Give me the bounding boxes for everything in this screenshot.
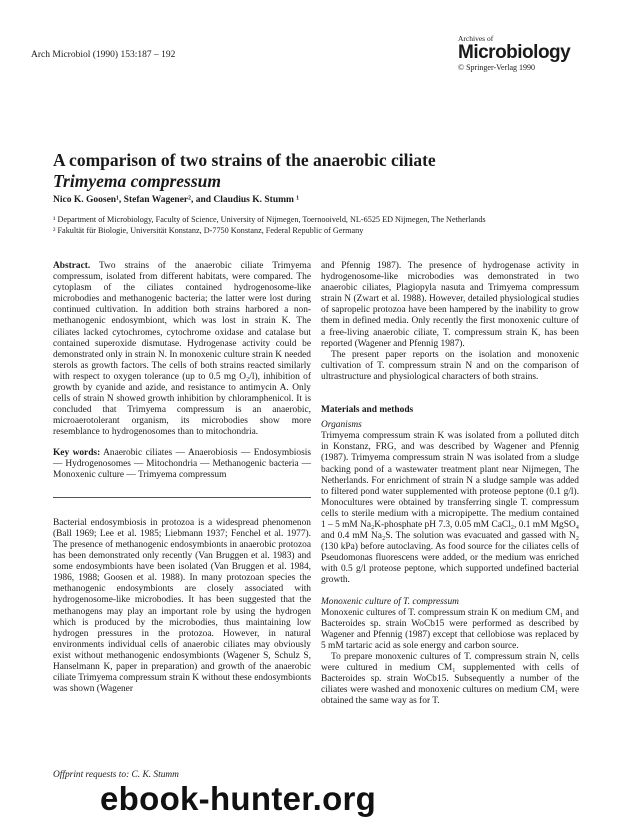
left-column xyxy=(53,261,311,695)
keywords-text: Anaerobic ciliates — Anaerobiosis — Endosymbiosis — Hydrogenosomes — Mitochondria — Methanogenic bacteria — Monoxenic culture — Trimyema compressum xyxy=(53,447,311,480)
right-paragraph-5: To prepare monoxenic cultures of T. compressum strain N, cells were cultured in medium CM₁ supplemented with cells of Bacteroides sp. strain WoCb15. Subsequently a number of the ciliates were washed and monoxenic cultures on medium CM₁ were obtained the same way as for T. xyxy=(321,652,579,707)
organisms-heading: Organisms xyxy=(321,420,362,431)
copyright: © Springer-Verlag 1990 xyxy=(458,63,536,72)
intro-paragraph: Bacterial endosymbiosis in protozoa is a widespread phenomenon (Ball 1969; Lee et al. 1985; Liebmann 1937; Fenchel et al. 1977). The presence of methanogenic endosymbionts in anaerobic protozoa has been demonstrated only recently (Van Bruggen et al. 1983) and some endosymbionts have been isolated (Van Bruggen et al. 1984, 1986, 1988; Goosen et al. 1988). In many protozoan species the methanogenic endosymbionts are closely associated with hydrogenosome-like microbodies. It has been suggested that the methanogens may play an important role by using the hydrogen which is produced by the microbodies, thus maintaining low hydrogen pressures in the protozoa. However, in natural environments individual cells of anaerobic ciliates may obviously exist without methanogenic endosymbionts (Wagener S, Schulz S, Hanselmann K, paper in preparation) and growth of the anaerobic ciliate Trimyema compressum strain K without these endosymbionts was shown (Wagener xyxy=(53,517,311,695)
watermark-banner: ebook-hunter.org xyxy=(100,780,377,817)
right-paragraph-3: Trimyema compressum strain K was isolated from a polluted ditch in Konstanz, FRG, and was described by Wagener and Pfennig (1987). Trimyema compressum strain N was isolated from a sludge backing pond of a wastewater treatment plant near Nijmegen, The Netherlands. For enrichment of strain N a sludge sample was added to filtered pond water supplemented with proteose peptone (0.1 g/l). Monocultures were obtained by transferring single T. compressum cells to sterile medium with a micropipette. The medium contained 1 – 5 mM Na₂K-phosphate pH 7.3, 0.05 mM CaCl₂, 0.1 mM MgSO₄ and 0.4 mM Na₂S. The solution was evacuated and gassed with N₂ (130 kPa) before autoclaving. As food source for the ciliates cells of Pseudomonas fluorescens were added, or the medium was enriched with 0.5 g/l proteose peptone, which supported undefined bacterial growth. xyxy=(321,431,579,586)
journal-small-label: Archives of xyxy=(458,34,494,43)
keywords xyxy=(53,448,311,481)
abstract-label: Abstract. xyxy=(53,261,91,271)
monoxenic-heading: Monoxenic culture of T. compressum xyxy=(321,596,459,607)
keywords-label: Key words: xyxy=(53,447,101,458)
paper-title xyxy=(53,150,436,192)
right-paragraph-2: The present paper reports on the isolation and monoxenic cultivation of T. compressum strain N and on the comparison of ultrastructure and physiological characters of both strains. xyxy=(321,349,579,382)
title-line-2: Trimyema compressum xyxy=(53,171,222,191)
journal-name: Microbiology xyxy=(458,42,571,63)
authors: Nico K. Goosen¹, Stefan Wagener², and Claudius K. Stumm ¹ xyxy=(53,195,300,205)
affiliations xyxy=(53,214,486,236)
section-divider xyxy=(53,497,311,498)
materials-methods-heading: Materials and methods xyxy=(321,405,414,416)
abstract-text: Two strains of the anaerobic ciliate Trimyema compressum, isolated from different habitats, were compared. The cytoplasm of the ciliates contained hydrogenosome-like microbodies and methanogenic bacteria; the latter were lost during continued cultivation. In addition both strains harbored a non-methanogenic endosymbiont, which was lost in strain K. The ciliates lacked cytochromes, cytochrome oxidase and catalase but contained superoxide dismutase. Hydrogenase activity could be demonstrated only in strain N. In monoxenic culture strain K needed sterols as growth factors. The cells of both strains reacted similarly with respect to oxygen tolerance (up to 0.5 mg O₂/l), inhibition of growth by cyanide and azide, and resistance to antimycin A. Only cells of strain N showed growth inhibition by chloramphenicol. It is concluded that Trimyema compressum is an anaerobic, microaerotolerant organism, its microbodies show more resemblance to hydrogenosomes than to mitochondria. xyxy=(53,261,311,438)
journal-masthead xyxy=(458,34,588,72)
affiliation-2: ² Fakultät für Biologie, Universität Konstanz, D-7750 Konstanz, Federal Republic of Germany xyxy=(53,226,364,235)
right-paragraph-1: and Pfennig 1987). The presence of hydrogenase activity in hydrogenosome-like microbodies was demonstrated in two anaerobic ciliates, Plagiopyla nasuta and Trimyema compressum strain N (Zwart et al. 1988). However, detailed physiological studies of sapropelic protozoa have been hampered by the inability to grow them in defined media. Only recently the first monoxenic culture of a free-living anaerobic ciliate, T. compressum strain K, has been reported (Wagener and Pfennig 1987). xyxy=(321,261,579,349)
right-column xyxy=(321,261,579,707)
footnote: Offprint requests to: C. K. Stumm xyxy=(53,770,179,780)
title-line-1: A comparison of two strains of the anaerobic ciliate xyxy=(53,150,436,170)
abstract xyxy=(53,261,311,439)
right-paragraph-4: Monoxenic cultures of T. compressum strain K on medium CM₁ and Bacteroides sp. strain WoCb15 were performed as described by Wagener and Pfennig (1987) except that cellobiose was replaced by 5 mM tartaric acid as sole energy and carbon source. xyxy=(321,607,579,651)
journal-citation: Arch Microbiol (1990) 153:187 – 192 xyxy=(31,50,176,60)
affiliation-1: ¹ Department of Microbiology, Faculty of Science, University of Nijmegen, Toernooiveld, NL-6525 ED Nijmegen, The Netherlands xyxy=(53,215,486,224)
